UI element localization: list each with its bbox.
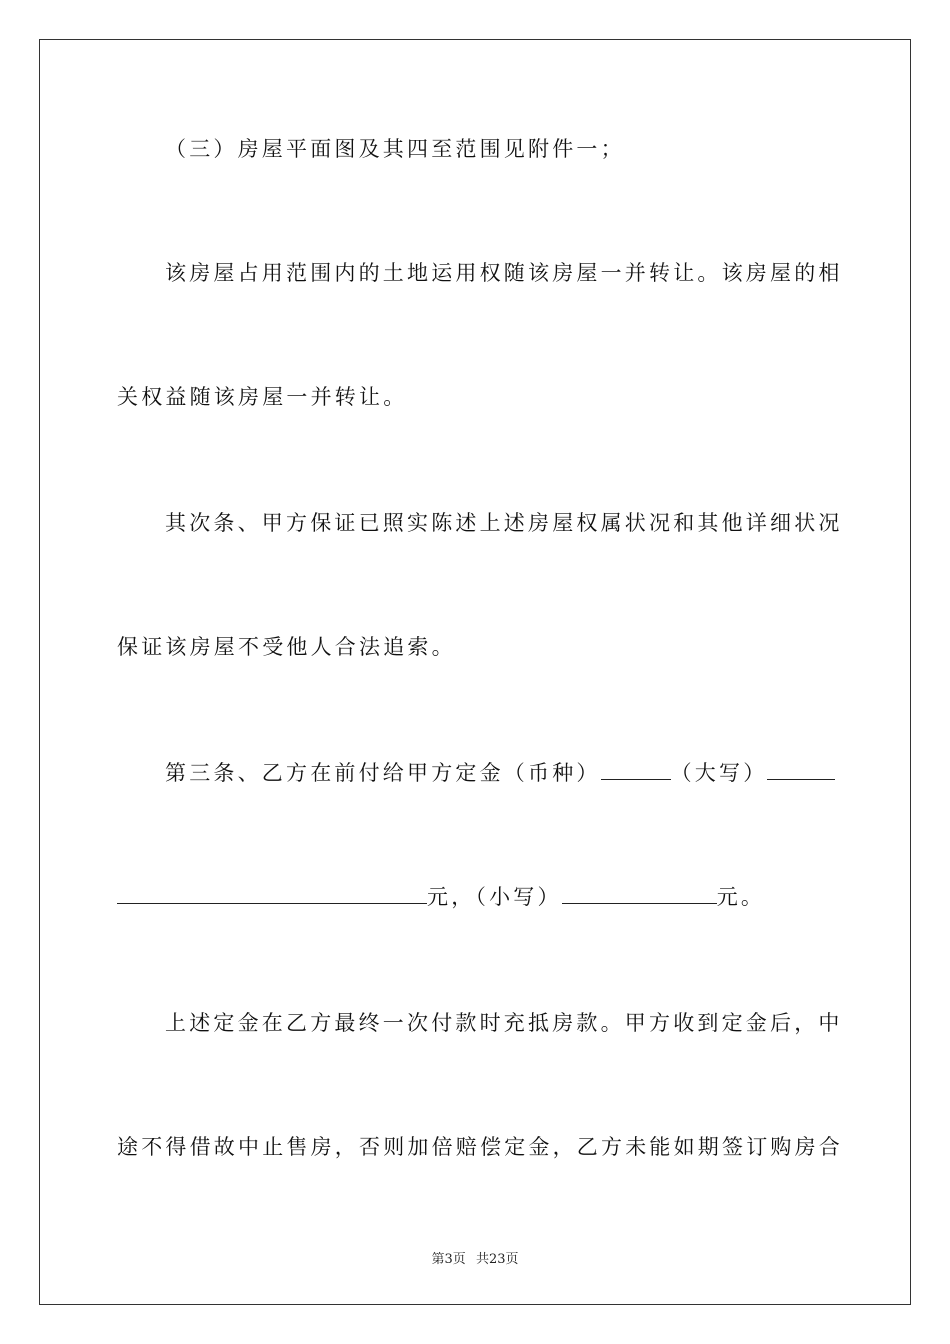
page-frame — [39, 39, 911, 1305]
paragraph-line: 上述定金在乙方最终一次付款时充抵房款。甲方收到定金后，中 — [165, 1011, 843, 1035]
page-number: 第3页 — [431, 1252, 466, 1267]
text-segment: 元。 — [716, 885, 766, 909]
fill-blank-amount-figures[interactable] — [562, 883, 717, 904]
fill-blank-currency[interactable] — [601, 759, 671, 780]
text-segment: （大写） — [670, 761, 768, 785]
paragraph-line-with-blanks — [117, 882, 833, 912]
paragraph-line-with-blanks — [117, 758, 833, 788]
paragraph-line: 保证该房屋不受他人合法追索。 — [117, 635, 456, 659]
text-segment: 元，（小写） — [427, 885, 562, 909]
page-footer — [0, 1248, 950, 1267]
paragraph-line: （三）房屋平面图及其四至范围见附件一； — [165, 137, 625, 161]
paragraph-line: 其次条、甲方保证已照实陈述上述房屋权属状况和其他详细状况 — [165, 511, 843, 535]
page-total: 共23页 — [475, 1252, 519, 1267]
paragraph-line: 途不得借故中止售房，否则加倍赔偿定金，乙方未能如期签订购房合 — [117, 1135, 843, 1159]
fill-blank-amount-words[interactable] — [767, 759, 835, 780]
paragraph-line: 关权益随该房屋一并转让。 — [117, 385, 408, 409]
fill-blank-amount-words-cont[interactable] — [117, 883, 427, 904]
text-segment: 第三条、乙方在前付给甲方定金（币种） — [165, 761, 601, 785]
paragraph-line: 该房屋占用范围内的土地运用权随该房屋一并转让。该房屋的相 — [165, 261, 843, 285]
